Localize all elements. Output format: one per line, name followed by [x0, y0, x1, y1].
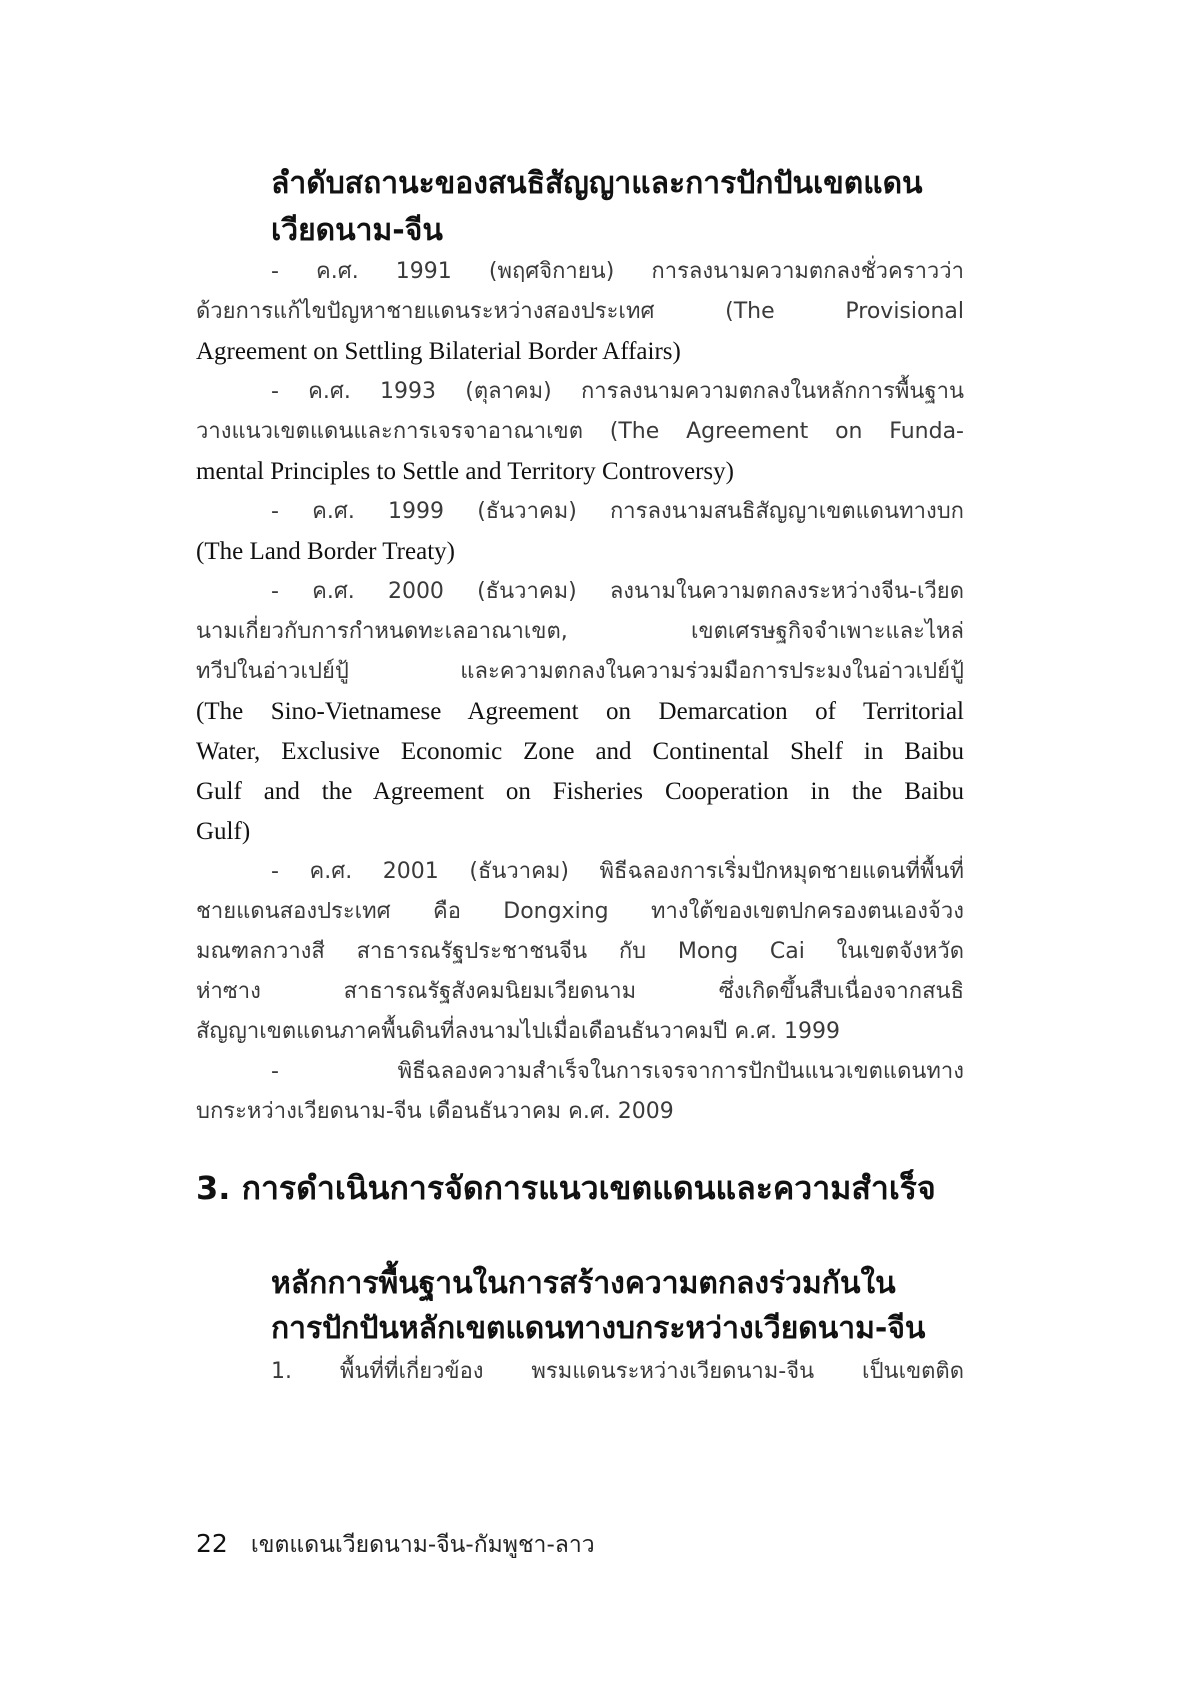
section-heading-line-1: ลำดับสถานะของสนธิสัญญาและการปักปันเขตแดน [271, 166, 923, 201]
item-1991-line-1: - ค.ศ. 1991 (พฤศจิกายน) การลงนามความตกลงชั่วคราวว่า [271, 259, 964, 284]
item-2000-line-7: Gulf) [196, 818, 251, 845]
item-2001-line-3: มณฑลกวางสี สาธารณรัฐประชาชนจีน กับ Mong Cai ในเขตจังหวัด [196, 939, 964, 964]
item-2000-line-6: Gulf and the Agreement on Fisheries Cooperation in the Baibu [196, 778, 964, 805]
section-3-title: 3. การดำเนินการจัดการแนวเขตแดนและความสำเร็จ [196, 1169, 936, 1207]
item-1991-line-2: ด้วยการแก้ไขปัญหาชายแดนระหว่างสองประเทศ (The Provisional [196, 299, 964, 324]
point-1-text: 1. พื้นที่ที่เกี่ยวข้อง พรมแดนระหว่างเวียดนาม-จีน เป็นเขตติด [271, 1359, 964, 1384]
item-1999-line-1: - ค.ศ. 1999 (ธันวาคม) การลงนามสนธิสัญญาเขตแดนทางบก [271, 499, 964, 524]
item-2001-line-5: สัญญาเขตแดนภาคพื้นดินที่ลงนามไปเมื่อเดือนธันวาคมปี ค.ศ. 1999 [196, 1019, 841, 1044]
page-footer [196, 1524, 595, 1564]
item-2000-line-3: ทวีปในอ่าวเปย์ปู้ และความตกลงในความร่วมมือการประมงในอ่าวเปย์ปู้ [196, 659, 964, 684]
running-book-title: เขตแดนเวียดนาม-จีน-กัมพูชา-ลาว [250, 1532, 595, 1558]
item-2000-line-1: - ค.ศ. 2000 (ธันวาคม) ลงนามในความตกลงระหว่างจีน-เวียด [271, 579, 964, 604]
item-1993-line-3: mental Principles to Settle and Territory Controversy) [196, 458, 734, 485]
subheading-line-1: หลักการพื้นฐานในการสร้างความตกลงร่วมกันใน [271, 1266, 896, 1301]
subheading-line-2: การปักปันหลักเขตแดนทางบกระหว่างเวียดนาม-จีน [271, 1311, 926, 1346]
item-2000-line-2: นามเกี่ยวกับการกำหนดทะเลอาณาเขต, เขตเศรษฐกิจจำเพาะและไหล่ [196, 619, 964, 644]
item-2000-line-5: Water, Exclusive Economic Zone and Continental Shelf in Baibu [196, 738, 964, 765]
section-heading-line-2: เวียดนาม-จีน [271, 213, 443, 248]
item-2009-line-1: - พิธีฉลองความสำเร็จในการเจรจาการปักปันแนวเขตแดนทาง [271, 1059, 964, 1084]
item-2001-line-2: ชายแดนสองประเทศ คือ Dongxing ทางใต้ของเขตปกครองตนเองจ้วง [196, 899, 964, 924]
item-1999-line-2: (The Land Border Treaty) [196, 538, 455, 565]
item-2001-line-4: ห่าซาง สาธารณรัฐสังคมนิยมเวียดนาม ซึ่งเกิดขึ้นสืบเนื่องจากสนธิ [196, 979, 964, 1004]
item-1991-line-3: Agreement on Settling Bilaterial Border Affairs) [196, 338, 681, 365]
item-2009-line-2: บกระหว่างเวียดนาม-จีน เดือนธันวาคม ค.ศ. 2009 [196, 1099, 674, 1124]
item-2001-line-1: - ค.ศ. 2001 (ธันวาคม) พิธีฉลองการเริ่มปักหมุดชายแดนที่พื้นที่ [271, 859, 964, 884]
item-2000-line-4: (The Sino-Vietnamese Agreement on Demarcation of Territorial [196, 698, 964, 725]
item-1993-line-2: วางแนวเขตแดนและการเจรจาอาณาเขต (The Agreement on Funda- [196, 419, 964, 444]
item-1993-line-1: - ค.ศ. 1993 (ตุลาคม) การลงนามความตกลงในหลักการพื้นฐาน [271, 379, 964, 404]
page-number: 22 [196, 1529, 228, 1558]
